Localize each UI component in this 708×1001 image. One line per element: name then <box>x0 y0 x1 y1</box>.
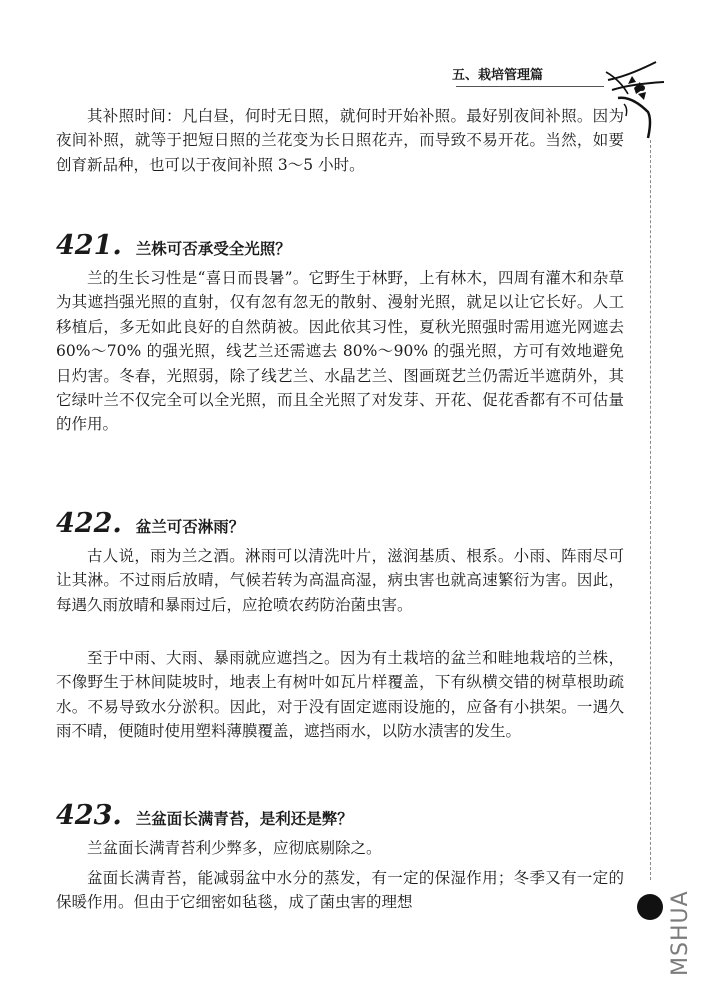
margin-dashed-line <box>650 140 651 880</box>
question-422-body-2: 至于中雨、大雨、暴雨就应遮挡之。因为有土栽培的盆兰和畦地栽培的兰株，不像野生于林间陡坡时，地表上有树叶如瓦片样覆盖，下有纵横交错的树草根助疏水。不易导致水分淤积。因此，对于没有固定遮雨设施的，应备有小拱架。一遇久雨不晴，便随时使用塑料薄膜覆盖，遮挡雨水，以防水渍害的发生。 <box>56 649 624 741</box>
question-421-body: 兰的生长习性是“喜日而畏暑”。它野生于林野，上有林木，四周有灌木和杂草为其遮挡强光照的直射，仅有忽有忽无的散射、漫射光照，就足以让它长好。人工移植后，多无如此良好的自然荫被。因此依其习性，夏秋光照强时需用遮光网遮去 60%～70% 的强光照，线艺兰还需遮去 80%～90% 的强光照，方可有效地避免日灼害。冬春，光照弱，除了线艺兰、水晶艺兰、图画斑艺兰仍需近半遮荫外，其它绿叶兰不仅完全可以全光照，而且全光照了对发芽、开花、促花香都有不可估量的作用。 <box>56 269 624 434</box>
question-422-body-1: 古人说，雨为兰之酒。淋雨可以清洗叶片，滋润基质、根系。小雨、阵雨尽可让其淋。不过雨后放晴，气候若转为高温高湿，病虫害也就高速繁衍为害。因此，每遇久雨放晴和暴雨过后，应抢喷农药防治菌虫害。 <box>56 547 624 614</box>
intro-paragraph: 其补照时间：凡白昼，何时无日照，就何时开始补照。最好别夜间补照。因为夜间补照，就等于把短日照的兰花变为长日照花卉，而导致不易开花。当然，如要创育新品种，也可以于夜间补照 3～5 小时。 <box>56 107 624 174</box>
question-421-heading <box>56 230 624 261</box>
question-number: 422. <box>56 508 122 539</box>
watermark: MSHUA <box>668 890 693 976</box>
question-423-body-1: 兰盆面长满青苔利少弊多，应彻底剔除之。 <box>87 839 382 857</box>
question-422-heading <box>56 508 624 539</box>
chapter-header: 五、栽培管理篇 <box>452 68 544 83</box>
question-title: 兰株可否承受全光照？ <box>135 240 291 258</box>
question-number: 423. <box>56 800 122 831</box>
question-title: 兰盆面长满青苔，是利还是弊？ <box>135 810 353 828</box>
header-rule <box>456 86 604 87</box>
page-marker-dot <box>637 894 663 920</box>
question-title: 盆兰可否淋雨？ <box>135 518 245 536</box>
question-423-heading <box>56 800 624 831</box>
question-423-body-2: 盆面长满青苔，能减弱盆中水分的蒸发，有一定的保湿作用；冬季又有一定的保暖作用。但由于它细密如毡毯，成了菌虫害的理想 <box>56 869 624 912</box>
question-number: 421. <box>56 230 122 261</box>
